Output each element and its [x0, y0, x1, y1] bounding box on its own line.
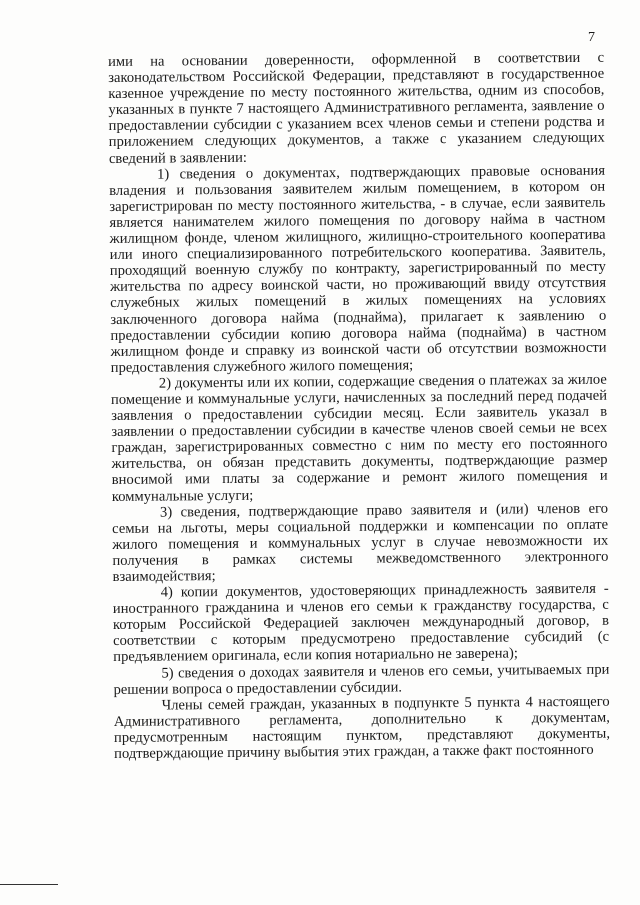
paragraph-item-2: 2) документы или их копии, содержащие сведения о платежах за жилое помещение и коммунальные услуги, начисленных за последний перед подачей заявления о предоставлении субсидии месяц. Если заявитель указал в заявлении о предоставлении субсидии в качестве членов своей семьи не всех граждан, зарегистрированных совместно с ним по месту его постоянного жительства, он обязан представить документы, подтверждающие размер вносимой ими платы за содержание и ремонт жилого помещения и коммунальные услуги; [110, 371, 608, 505]
paragraph-intro: ими на основании доверенности, оформленной в соответствии с законодательством Российской Федерации, представляют в государственное казенное учреждение по месту постоянного жительства, одним из способов, указанных в пункте 7 настоящего Административного регламента, заявление о предоставлении субсидии с указанием всех членов семьи и степени родства и приложением следующих документов, а также с указанием следующих сведений в заявлении: [108, 49, 605, 167]
paragraph-item-5: 5) сведения о доходах заявителя и членов его семьи, учитываемых при решении вопроса о предоставлении субсидии. [113, 661, 610, 698]
paragraph-item-1: 1) сведения о документах, подтверждающих правовые основания владения и пользования заявителем жилым помещением, в котором он зарегистрирован по месту постоянного жительства, - в случае, если заявитель является нанимателем жилого помещения по договору найма в частном жилищном фонде, членом жилищного, жилищно-строительного кооператива или иного специализированного потребительского кооператива. Заявитель, проходящий военную службу по контракту, зарегистрированный по месту жительства по адресу воинской части, но проживающий ввиду отсутствия служебных жилых помещений в жилых помещениях на условиях заключенного договора найма (поднайма), прилагает к заявлению о предоставлении субсидии копию договора найма (поднайма) в частном жилищном фонде и справку из воинской части об отсутствии возможности предоставления служебного жилого помещения; [109, 162, 607, 376]
paragraph-item-4: 4) копии документов, удостоверяющих принадлежность заявителя - иностранного гражданина и членов его семьи к гражданству государства, с которым Российской Федерацией заключен международный договор, в соответствии с которым предусмотрено предоставление субсидий (с предъявлением оригинала, если копия нотариально не заверена); [112, 580, 610, 666]
paragraph-item-3: 3) сведения, подтверждающие право заявителя и (или) членов его семьи на льготы, меры социальной поддержки и компенсации по оплате жилого помещения и коммунальных услуг в случае невозможности их получения в рамках системы межведомственного электронного взаимодействия; [112, 500, 609, 585]
paragraph-family-members: Члены семей граждан, указанных в подпункте 5 пункта 4 настоящего Административного регламента, дополнительно к документам, предусмотренным настоящим пунктом, представляют документы, подтверждающие причину выбытия этих граждан, а также факт постоянного [113, 693, 611, 763]
body-text [108, 50, 610, 762]
scan-edge-line [0, 884, 58, 885]
page-number: 7 [588, 30, 595, 45]
